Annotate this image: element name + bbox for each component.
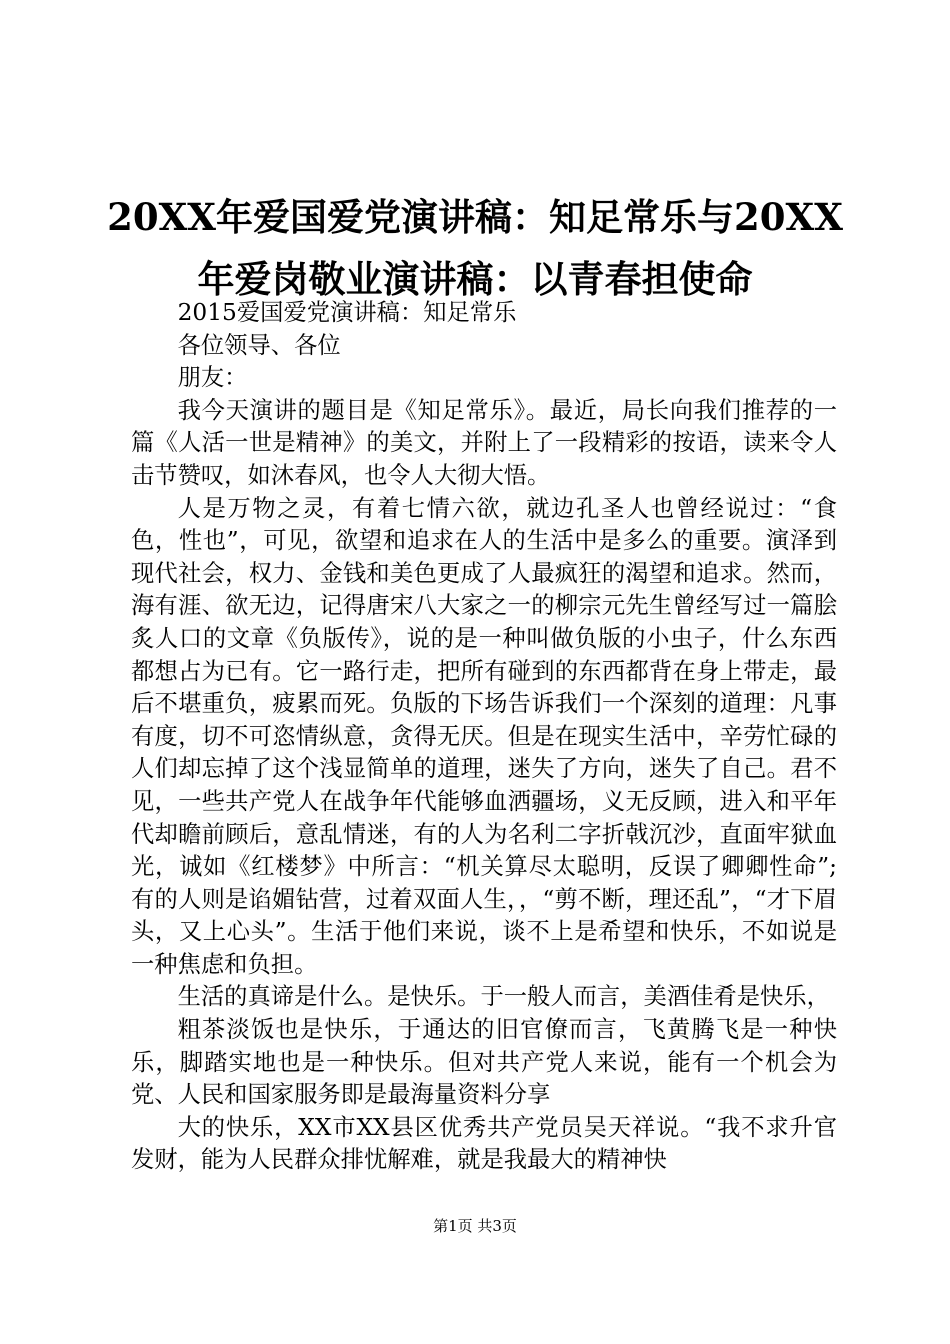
document-body [131,297,837,1177]
paragraph: 人是万物之灵，有着七情六欲，就边孔圣人也曾经说过：“食色，性也”，可见，欲望和追求在人的生活中是多么的重要。演泽到现代社会，权力、金钱和美色更成了人最疯狂的渴望和追求。然而，海有涯、欲无边，记得唐宋八大家之一的柳宗元先生曾经写过一篇脍炙人口的文章《负版传》，说的是一种叫做负版的小虫子，什么东西都想占为已有。它一路行走，把所有碰到的东西都背在身上带走，最后不堪重负，疲累而死。负版的下场告诉我们一个深刻的道理：凡事有度，切不可恣情纵意，贪得无厌。但是在现实生活中，辛劳忙碌的人们却忘掉了这个浅显简单的道理，迷失了方向，迷失了自己。君不见，一些共产党人在战争年代能够血洒疆场，义无反顾，进入和平年代却瞻前顾后，意乱情迷，有的人为名利二字折戟沉沙，直面牢狱血光，诚如《红楼梦》中所言：“机关算尽太聪明，反误了卿卿性命”;有的人则是谄媚钻营，过着双面人生，，“剪不断，理还乱”，“才下眉头，又上心头”。生活于他们来说，谈不上是希望和快乐，不如说是一种焦虑和负担。 [131,494,837,978]
paragraph: 生活的真谛是什么。是快乐。于一般人而言，美酒佳肴是快乐， [177,983,830,1011]
page-footer: 第1页 共3页 [433,1217,517,1235]
paragraph: 朋友： [177,364,248,392]
document-title: 20XX年爱国爱党演讲稿：知足常乐与20XX年爱岗敬业演讲稿：以青春担使命 [107,195,843,301]
paragraph: 粗茶淡饭也是快乐，于通达的旧官僚而言，飞黄腾飞是一种快乐，脚踏实地也是一种快乐。但对共产党人来说，能有一个机会为党、人民和国家服务即是最海量资料分享 [131,1016,837,1109]
paragraph: 大的快乐，XX市XX县区优秀共产党员吴天祥说。“我不求升官发财，能为人民群众排忧解难，就是我最大的精神快 [131,1113,837,1174]
paragraph: 2015爱国爱党演讲稿：知足常乐 [177,299,517,326]
paragraph: 各位领导、各位 [177,331,341,359]
paragraph: 我今天演讲的题目是《知足常乐》。最近，局长向我们推荐的一篇《人活一世是精神》的美文，并附上了一段精彩的按语，读来令人击节赞叹，如沐春风，也令人大彻大悟。 [131,396,837,489]
